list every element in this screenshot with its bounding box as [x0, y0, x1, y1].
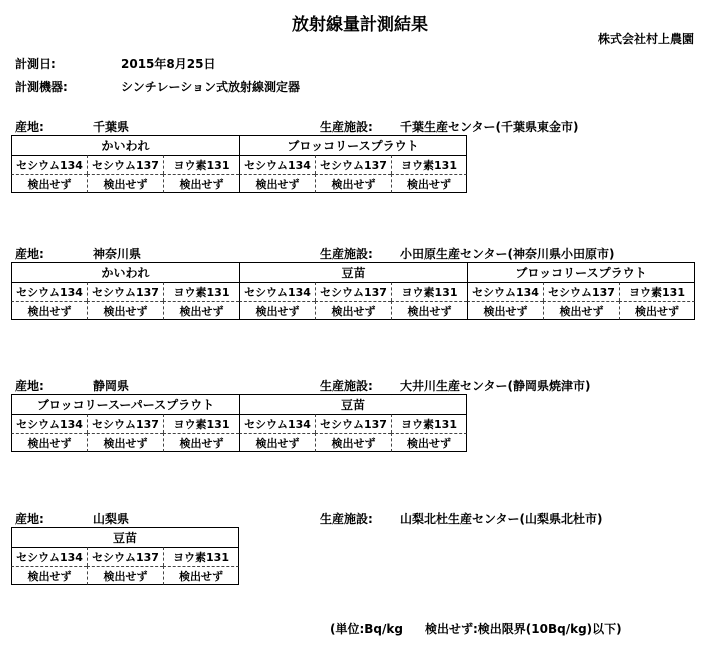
- facility-value: 千葉生産センター(千葉県東金市): [400, 120, 579, 134]
- origin-label: 産地:: [15, 379, 44, 393]
- result-cell: 検出せず: [163, 174, 239, 193]
- result-row: [11, 301, 695, 320]
- product-name: 豆苗: [239, 262, 467, 282]
- origin-value: 千葉県: [93, 120, 130, 134]
- column-header: ヨウ素131: [163, 282, 239, 301]
- column-header: セシウム137: [315, 282, 391, 301]
- result-cell: 検出せず: [391, 433, 467, 452]
- column-header: ヨウ素131: [391, 414, 467, 433]
- result-cell: 検出せず: [467, 301, 543, 320]
- column-header: セシウム134: [239, 155, 315, 174]
- column-header: ヨウ素131: [163, 414, 239, 433]
- origin-value: 静岡県: [93, 379, 130, 393]
- column-header: セシウム137: [543, 282, 619, 301]
- instrument-value: シンチレーション式放射線測定器: [121, 80, 300, 94]
- measurement-table: [11, 527, 239, 585]
- facility-value: 小田原生産センター(神奈川県小田原市): [400, 247, 615, 261]
- product-name: ブロッコリースプラウト: [239, 135, 467, 155]
- facility-label: 生産施設:: [320, 120, 373, 134]
- result-cell: 検出せず: [543, 301, 619, 320]
- result-row: [11, 566, 239, 585]
- result-cell: 検出せず: [619, 301, 695, 320]
- column-header: セシウム137: [315, 414, 391, 433]
- result-cell: 検出せず: [87, 301, 163, 320]
- column-header: セシウム134: [11, 155, 87, 174]
- facility-label: 生産施設:: [320, 247, 373, 261]
- product-name: ブロッコリースーパースプラウト: [11, 394, 239, 414]
- origin-label: 産地:: [15, 247, 44, 261]
- result-cell: 検出せず: [239, 174, 315, 193]
- product-header-row: [11, 527, 239, 547]
- result-cell: 検出せず: [163, 301, 239, 320]
- product-header-row: [11, 135, 467, 155]
- facility-value: 大井川生産センター(静岡県焼津市): [400, 379, 591, 393]
- product-header-row: [11, 394, 467, 414]
- column-header-row: [11, 155, 467, 174]
- measurement-table: [11, 262, 695, 320]
- result-cell: 検出せず: [11, 174, 87, 193]
- result-cell: 検出せず: [87, 174, 163, 193]
- origin-value: 神奈川県: [93, 247, 142, 261]
- product-name: ブロッコリースプラウト: [467, 262, 695, 282]
- result-row: [11, 174, 467, 193]
- result-cell: 検出せず: [239, 301, 315, 320]
- product-name: かいわれ: [11, 262, 239, 282]
- column-header: ヨウ素131: [391, 155, 467, 174]
- origin-value: 山梨県: [93, 512, 130, 526]
- measurement-table: [11, 394, 467, 452]
- result-cell: 検出せず: [87, 433, 163, 452]
- column-header: セシウム134: [11, 282, 87, 301]
- column-header-row: [11, 547, 239, 566]
- column-header: セシウム137: [87, 414, 163, 433]
- column-header: セシウム134: [467, 282, 543, 301]
- result-cell: 検出せず: [163, 433, 239, 452]
- result-cell: 検出せず: [11, 301, 87, 320]
- column-header: ヨウ素131: [163, 155, 239, 174]
- product-name: 豆苗: [11, 527, 239, 547]
- column-header: ヨウ素131: [619, 282, 695, 301]
- document-title: 放射線量計測結果: [292, 15, 428, 35]
- facility-label: 生産施設:: [320, 379, 373, 393]
- result-cell: 検出せず: [11, 433, 87, 452]
- origin-label: 産地:: [15, 120, 44, 134]
- facility-value: 山梨北杜生産センター(山梨県北杜市): [400, 512, 603, 526]
- company-name: 株式会社村上農園: [597, 32, 694, 46]
- measurement-table: [11, 135, 467, 193]
- column-header: セシウム134: [239, 282, 315, 301]
- result-cell: 検出せず: [315, 301, 391, 320]
- result-cell: 検出せず: [239, 433, 315, 452]
- facility-label: 生産施設:: [320, 512, 373, 526]
- column-header: セシウム137: [87, 155, 163, 174]
- column-header: セシウム137: [87, 282, 163, 301]
- column-header: セシウム134: [11, 414, 87, 433]
- column-header-row: [11, 282, 695, 301]
- detection-limit-note: 検出せず:検出限界(10Bq/kg)以下): [425, 622, 622, 636]
- column-header: セシウム137: [87, 547, 163, 566]
- column-header: セシウム137: [315, 155, 391, 174]
- column-header: セシウム134: [11, 547, 87, 566]
- result-cell: 検出せず: [11, 566, 87, 585]
- product-name: かいわれ: [11, 135, 239, 155]
- unit-note: (単位:Bq/kg: [330, 622, 403, 636]
- origin-label: 産地:: [15, 512, 44, 526]
- result-cell: 検出せず: [315, 433, 391, 452]
- result-cell: 検出せず: [87, 566, 163, 585]
- instrument-label: 計測機器:: [15, 80, 68, 94]
- result-cell: 検出せず: [315, 174, 391, 193]
- column-header: ヨウ素131: [391, 282, 467, 301]
- measure-date-label: 計測日:: [15, 57, 56, 71]
- product-name: 豆苗: [239, 394, 467, 414]
- column-header: ヨウ素131: [163, 547, 239, 566]
- product-header-row: [11, 262, 695, 282]
- result-cell: 検出せず: [391, 174, 467, 193]
- result-cell: 検出せず: [163, 566, 239, 585]
- result-cell: 検出せず: [391, 301, 467, 320]
- result-row: [11, 433, 467, 452]
- column-header: セシウム134: [239, 414, 315, 433]
- measure-date-value: 2015年8月25日: [121, 57, 216, 71]
- column-header-row: [11, 414, 467, 433]
